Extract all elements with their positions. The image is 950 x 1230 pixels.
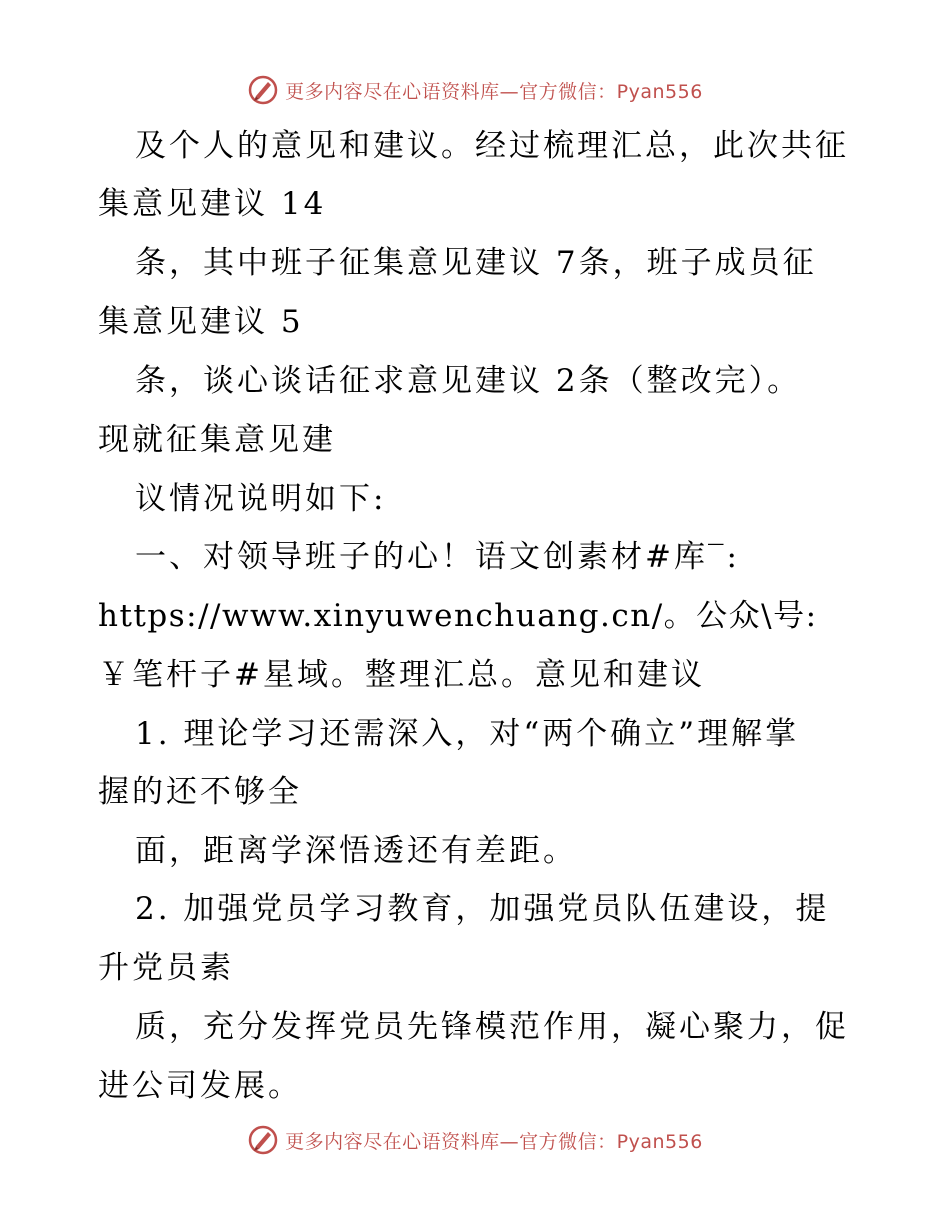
body-line: 集意见建议 14 bbox=[98, 186, 327, 222]
body-line: 升党员素 bbox=[98, 950, 234, 986]
footer-banner-text: 更多内容尽在心语资料库—官方微信：Pyan556 bbox=[285, 1130, 703, 1153]
footer-banner bbox=[0, 1120, 950, 1160]
header-banner-text: 更多内容尽在心语资料库—官方微信：Pyan556 bbox=[285, 80, 703, 103]
body-line: 质，充分发挥党员先锋模范作用，凝心聚力，促 bbox=[135, 1009, 849, 1045]
body-line: ￥笔杆子#星域。整理汇总。意见和建议 bbox=[98, 657, 705, 693]
body-line: 进公司发展。 bbox=[98, 1068, 302, 1104]
body-line: 集意见建议 5 bbox=[98, 304, 304, 340]
body-line: 一、对领导班子的心！语文创素材#库‾: bbox=[135, 539, 740, 575]
body-line: 握的还不够全 bbox=[98, 774, 302, 810]
body-line: 及个人的意见和建议。经过梳理汇总，此次共征 bbox=[135, 128, 849, 164]
body-line: 条，谈心谈话征求意见建议 2条（整改完）。 bbox=[135, 363, 802, 399]
body-line: 议情况说明如下: bbox=[135, 481, 387, 517]
body-line: 2. 加强党员学习教育，加强党员队伍建设，提 bbox=[135, 891, 830, 927]
body-line: 面，距离学深悟透还有差距。 bbox=[135, 833, 577, 869]
body-line: 条，其中班子征集意见建议 7条，班子成员征 bbox=[135, 245, 817, 281]
pen-nib-logo-icon bbox=[247, 1124, 279, 1156]
body-line: https://www.xinyuwenchuang.cn/。公众\号: bbox=[98, 598, 818, 634]
body-line: 1. 理论学习还需深入，对“两个确立”理解掌 bbox=[135, 716, 800, 752]
body-line: 现就征集意见建 bbox=[98, 422, 336, 458]
